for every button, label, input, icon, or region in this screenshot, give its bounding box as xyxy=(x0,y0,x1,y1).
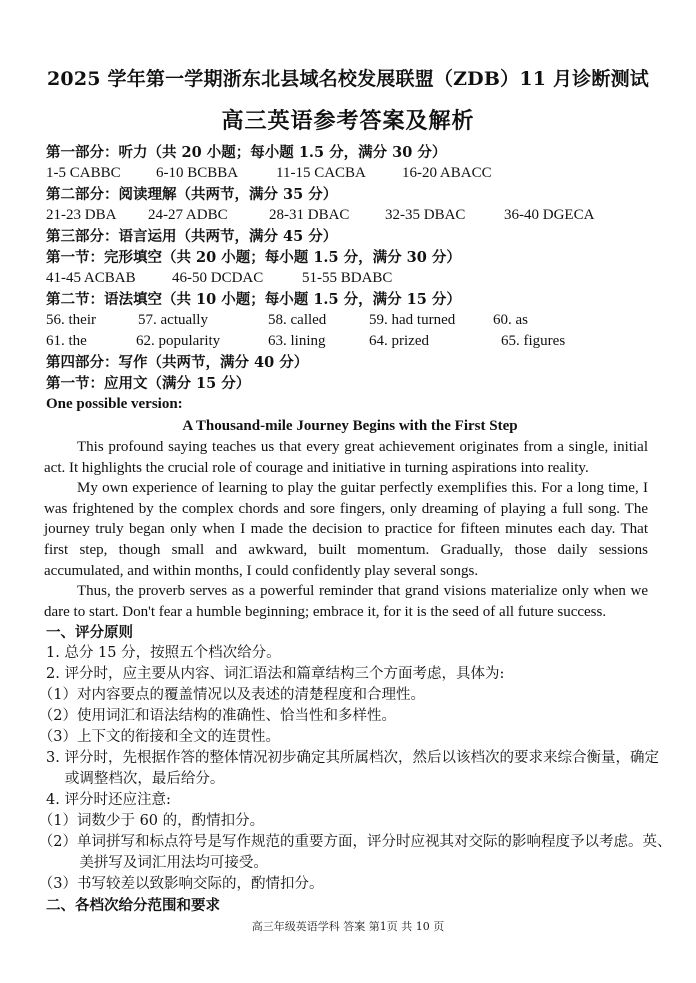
answer-group: 51-55 BDABC xyxy=(302,270,393,286)
grading-heading-2: 二、各档次给分范围和要求 xyxy=(46,897,220,915)
content xyxy=(38,142,672,916)
grading-item: （2）单词拼写和标点符号是写作规范的重要方面，评分时应视其对交际的影响程度予以考虑。英、美拼写及词汇用法均可接受。 xyxy=(38,834,672,872)
grading-heading: 一、评分原则 xyxy=(46,624,133,642)
answer-item: 58. called xyxy=(268,312,327,328)
version-label: One possible version: xyxy=(46,396,183,412)
grading-item: 4. 评分时还应注意: xyxy=(46,792,171,809)
grading-item: （3）上下文的衔接和全文的连贯性。 xyxy=(38,729,280,746)
answer-group: 24-27 ADBC xyxy=(148,207,228,223)
answer-item: 59. had turned xyxy=(369,312,456,328)
grading-item: （2）使用词汇和语法结构的准确性、恰当性和多样性。 xyxy=(38,708,396,725)
part2-answers xyxy=(46,205,654,226)
essay-paragraph: Thus, the proverb serves as a powerful reminder that grand visions materialize only when we dare to start. Don't fear a humble beginning; embrace it, for it is the seed of all future success. xyxy=(44,583,648,620)
part3-heading: 第三部分：语言运用（共两节，满分 45 分） xyxy=(46,228,338,245)
answer-item: 56. their xyxy=(46,312,96,328)
part1-heading: 第一部分：听力（共 20 小题；每小题 1.5 分，满分 30 分） xyxy=(46,144,447,161)
grammar-heading: 第二节：语法填空（共 10 小题；每小题 1.5 分，满分 15 分） xyxy=(46,291,461,308)
grading-item: 3. 评分时，先根据作答的整体情况初步确定其所属档次，然后以该档次的要求来综合衡量，确定或调整档次，最后给分。 xyxy=(46,750,659,788)
grading-item: （3）书写较差以致影响交际的，酌情扣分。 xyxy=(38,876,324,893)
essay-paragraph: This profound saying teaches us that every great achievement originates from a single, initial act. It highlights the crucial role of courage and initiative in turning aspirations into reality. xyxy=(44,439,648,476)
answer-group: 36-40 DGECA xyxy=(504,207,595,223)
answer-item: 61. the xyxy=(46,333,87,349)
answer-group: 41-45 ACBAB xyxy=(46,270,136,286)
answer-group: 6-10 BCBBA xyxy=(156,165,239,181)
grading-item: 1. 总分 15 分，按照五个档次给分。 xyxy=(46,645,281,662)
page-footer: 高三年级英语学科 答案 第1页 共 10 页 xyxy=(251,920,445,933)
cloze-heading: 第一节：完形填空（共 20 小题；每小题 1.5 分，满分 30 分） xyxy=(46,249,461,266)
answer-group: 46-50 DCDAC xyxy=(172,270,264,286)
answer-group: 28-31 DBAC xyxy=(269,207,350,223)
writing-section1-heading: 第一节：应用文（满分 15 分） xyxy=(46,375,251,392)
grading-item: （1）对内容要点的覆盖情况以及表述的清楚程度和合理性。 xyxy=(38,687,425,704)
answer-group: 1-5 CABBC xyxy=(46,165,121,181)
part4-heading: 第四部分：写作（共两节，满分 40 分） xyxy=(46,354,309,371)
part2-heading: 第二部分：阅读理解（共两节，满分 35 分） xyxy=(46,186,338,203)
grading-item: （1）词数少于 60 的，酌情扣分。 xyxy=(38,813,265,830)
answer-group: 21-23 DBA xyxy=(46,207,117,223)
grammar-answers-row2 xyxy=(46,331,654,352)
answer-item: 65. figures xyxy=(501,333,566,349)
answer-item: 60. as xyxy=(493,312,528,328)
answer-item: 57. actually xyxy=(138,312,208,328)
essay-paragraph: My own experience of learning to play the guitar perfectly exemplifies this. For a long time, I was frightened by the complex chords and sore fingers, only dreaming of playing a full song. The journey truly began only when I made the decision to practice for fifteen minutes each day. That first step, though small and awkward, built momentum. Gradually, those daily sessions accumulated, and within months, I could confidently play several songs. xyxy=(44,480,648,579)
cloze-answers xyxy=(46,268,654,289)
essay-title: A Thousand-mile Journey Begins with the First Step xyxy=(182,418,518,434)
answer-item: 64. prized xyxy=(369,333,429,349)
part1-answers xyxy=(46,163,654,184)
grammar-answers-row1 xyxy=(46,310,654,331)
answer-group: 16-20 ABACC xyxy=(402,165,492,181)
answer-group: 11-15 CACBA xyxy=(276,165,366,181)
answer-item: 62. popularity xyxy=(136,333,221,349)
answer-item: 63. lining xyxy=(268,333,326,349)
answer-group: 32-35 DBAC xyxy=(385,207,466,223)
exam-title: 2025 学年第一学期浙东北县域名校发展联盟（ZDB）11 月诊断测试 xyxy=(47,68,649,90)
page-title: 高三英语参考答案及解析 xyxy=(221,108,475,134)
grading-item: 2. 评分时，应主要从内容、词汇语法和篇章结构三个方面考虑，具体为: xyxy=(46,666,505,683)
